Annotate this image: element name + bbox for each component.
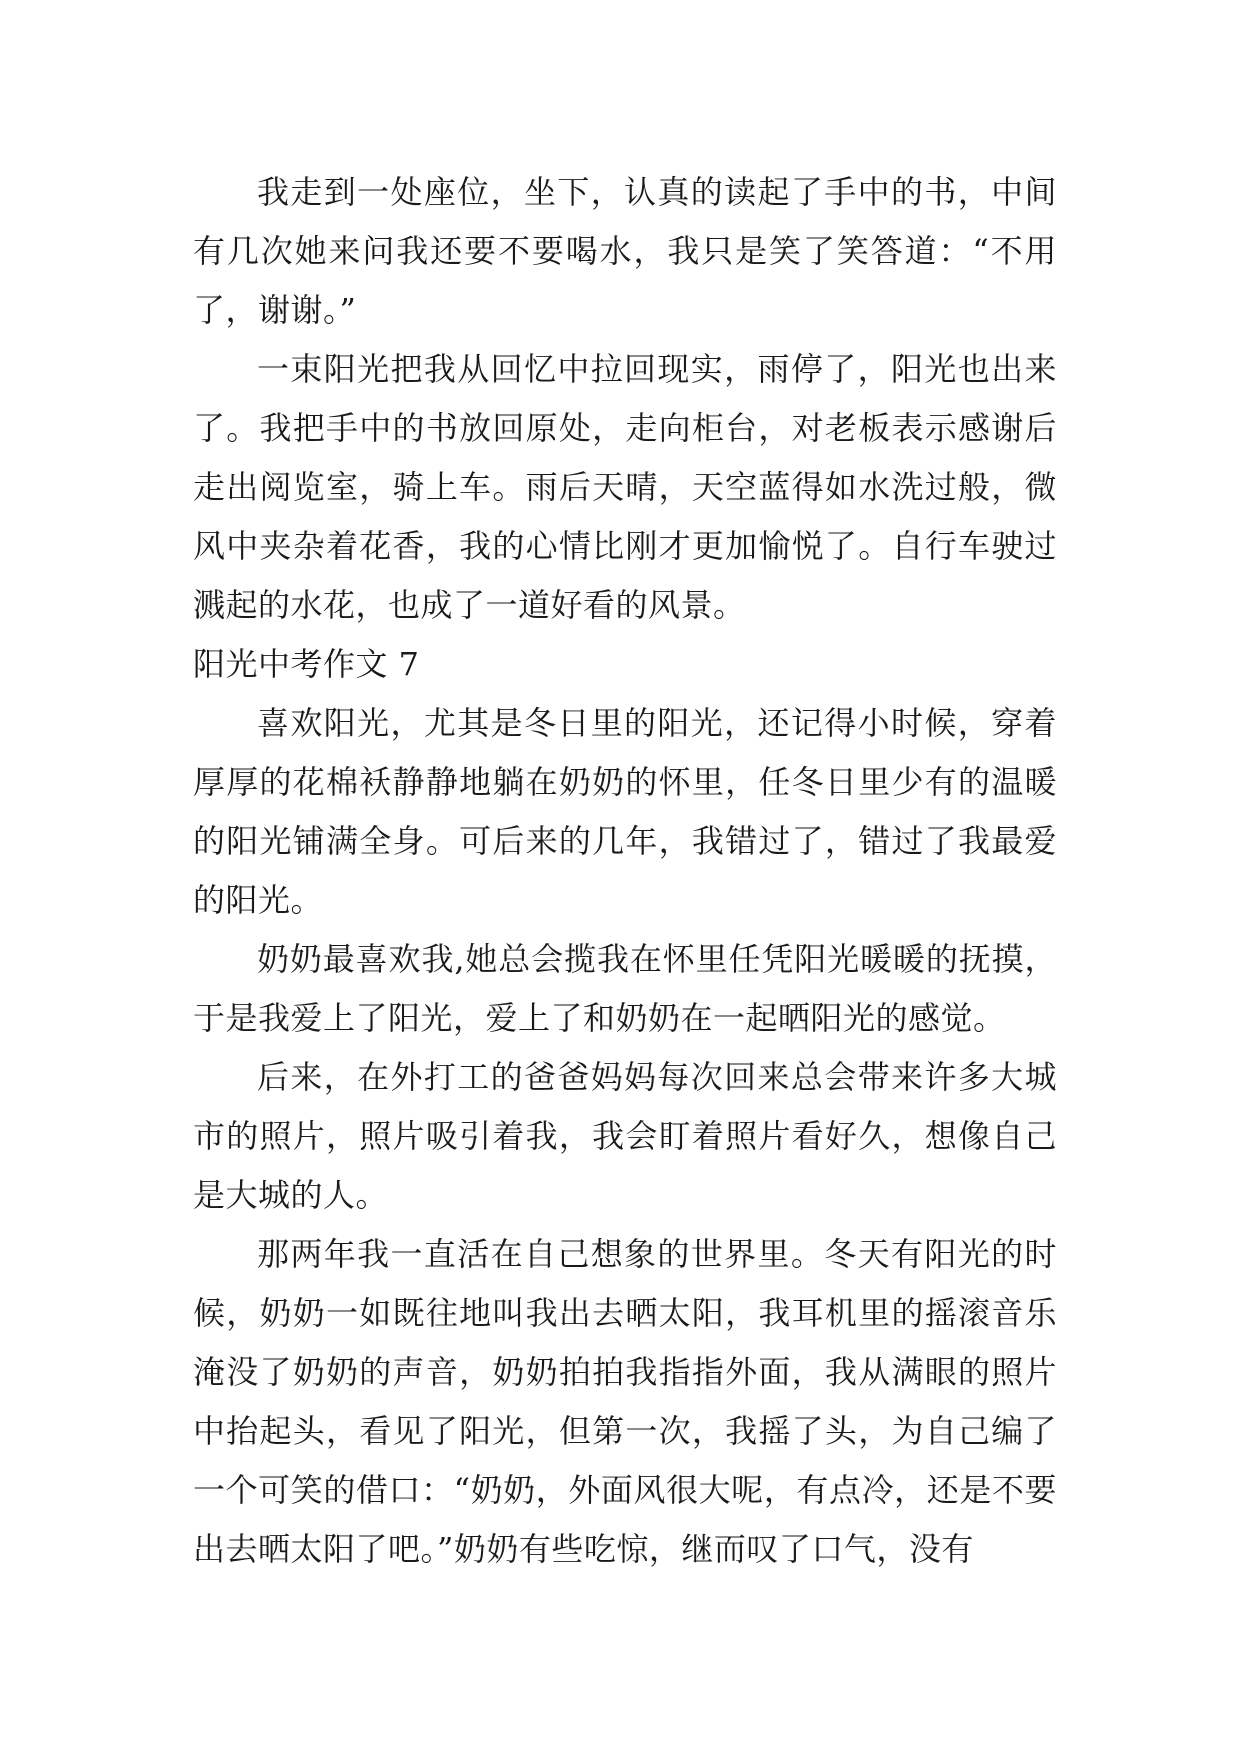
- document-page: [193, 163, 1057, 1579]
- paragraph-6: 那两年我一直活在自己想象的世界里。冬天有阳光的时候，奶奶一如既往地叫我出去晒太阳，我耳机里的摇滚音乐淹没了奶奶的声音，奶奶拍拍我指指外面，我从满眼的照片中抬起头，看见了阳光，但第一次，我摇了头，为自己编了一个可笑的借口：“奶奶，外面风很大呢，有点冷，还是不要出去晒太阳了吧。”奶奶有些吃惊，继而叹了口气，没有: [193, 1235, 1057, 1568]
- paragraph-4: 奶奶最喜欢我,她总会揽我在怀里任凭阳光暖暖的抚摸，于是我爱上了阳光，爱上了和奶奶在一起晒阳光的感觉。: [193, 940, 1057, 1037]
- paragraph-5: 后来，在外打工的爸爸妈妈每次回来总会带来许多大城市的照片，照片吸引着我，我会盯着照片看好久，想像自己是大城的人。: [193, 1058, 1057, 1214]
- paragraph-3: 喜欢阳光，尤其是冬日里的阳光，还记得小时候，穿着厚厚的花棉袄静静地躺在奶奶的怀里，任冬日里少有的温暖的阳光铺满全身。可后来的几年，我错过了，错过了我最爱的阳光。: [193, 704, 1057, 919]
- paragraph-2: 一束阳光把我从回忆中拉回现实，雨停了，阳光也出来了。我把手中的书放回原处，走向柜台，对老板表示感谢后走出阅览室，骑上车。雨后天晴，天空蓝得如水洗过般，微风中夹杂着花香，我的心情比刚才更加愉悦了。自行车驶过溅起的水花，也成了一道好看的风景。: [193, 350, 1057, 624]
- paragraph-1: 我走到一处座位，坐下，认真的读起了手中的书，中间有几次她来问我还要不要喝水，我只是笑了笑答道：“不用了，谢谢。”: [193, 173, 1057, 329]
- section-heading: 阳光中考作文 7: [193, 645, 420, 683]
